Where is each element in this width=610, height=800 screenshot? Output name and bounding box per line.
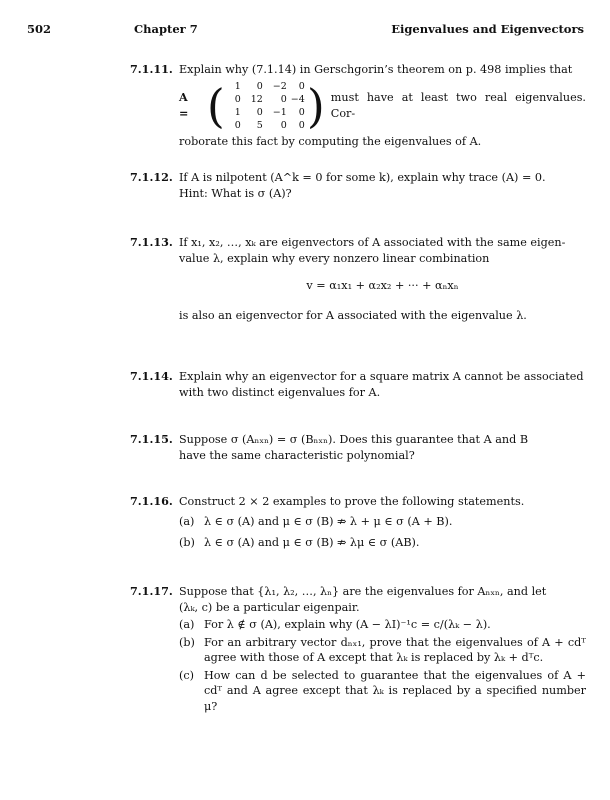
matrix-entry: 1 [234,106,241,118]
exercise-7-1-16 [130,494,586,551]
matrix-entry: 5 [256,119,263,131]
matrix-entry: 0 [280,119,287,131]
exercise-text: with two distinct eigenvalues for A. [179,385,381,399]
exercise-text: have the same characteristic polynomial? [179,448,415,462]
exercise-text: (λₖ, c) be a particular eigenpair. [179,600,360,614]
part-label: (b) [179,635,195,649]
part-text: λ ∈ σ (A) and μ ∈ σ (B) ⇏ λ + μ ∈ σ (A + B). [204,514,453,528]
exercise-text: If x₁, x₂, …, xₖ are eigenvectors of A associated with the same eigen- [179,236,566,249]
exercise-text: If A is nilpotent (A^k = 0 for some k), explain why trace (A) = 0. [179,171,546,184]
page-number: 502 [27,22,52,36]
exercise-text: value λ, explain why every nonzero linear combination [179,251,490,265]
page-header [27,22,584,38]
exercise-7-1-13 [130,235,586,323]
matrix-label: A = [179,90,189,120]
matrix-entry: 0 [298,119,305,131]
exercise-text: Suppose σ (Aₙₓₙ) = σ (Bₙₓₙ). Does this guarantee that A and B [179,433,529,446]
exercise-text: Construct 2 × 2 examples to prove the following statements. [179,495,525,508]
exercise-part [179,535,586,551]
matrix-entry: 1 [234,80,241,92]
exercise-text: must have at least two real eigenvalues. Cor- [330,91,586,120]
exercise-number: 7.1.17. [130,584,173,598]
exercise-number: 7.1.11. [130,62,173,76]
part-label: (c) [179,668,194,682]
exercise-text: is also an eigenvector for A associated with the eigenvalue λ. [179,308,527,322]
exercise-number: 7.1.14. [130,369,173,383]
matrix-line [179,79,586,133]
part-text: For λ ∉ σ (A), explain why (A − λI)⁻¹c = c/(λₖ − λ). [204,618,491,631]
exercise-text: Explain why (7.1.14) in Gerschgorin’s theorem on p. 498 implies that [179,63,573,76]
exercise-7-1-15 [130,432,586,463]
matrix-entry: 0 [298,106,305,118]
exercise-7-1-17 [130,584,586,714]
part-label: (a) [179,618,195,631]
hint-text: Hint: What is σ (A)? [179,186,292,200]
exercise-number: 7.1.15. [130,432,173,446]
exercise-text: Explain why an eigenvector for a square matrix A cannot be associated [179,370,584,383]
exercise-number: 7.1.16. [130,494,173,508]
exercise-7-1-14 [130,369,586,400]
exercise-text: roborate this fact by computing the eigenvalues of A. [179,134,482,148]
exercise-part [179,635,586,666]
part-label: (a) [179,514,195,528]
exercise-text: Suppose that {λ₁, λ₂, …, λₙ} are the eigenvalues for Aₙₓₙ, and let [179,585,547,598]
display-equation: v = α₁x₁ + α₂x₂ + ··· + αₙxₙ [306,279,459,292]
exercise-number: 7.1.13. [130,235,173,249]
matrix-entry: 0 [280,93,287,105]
exercise-part [179,617,586,633]
matrix-entry: 0 [256,80,263,92]
matrix-entry: 0 [256,106,263,118]
matrix-entry: 0 [234,119,241,131]
exercise-7-1-12 [130,170,586,201]
exercise-part [179,668,586,715]
chapter-label: Chapter 7 [134,22,198,36]
exercise-7-1-11 [130,62,586,149]
exercise-part [179,514,586,530]
part-label: (b) [179,536,195,549]
matrix-entry: −4 [290,93,305,105]
matrix-grid [225,79,307,133]
part-text: How can d be selected to guarantee that the eigenvalues of A + cdᵀ and A agree except that λₖ is replaced by a specified number μ? [204,668,586,713]
exercise-number: 7.1.12. [130,170,173,184]
part-text: λ ∈ σ (A) and μ ∈ σ (B) ⇏ λμ ∈ σ (AB). [204,536,420,549]
part-text: For an arbitrary vector dₙₓ₁, prove that the eigenvalues of A + cdᵀ agree with those of A except that λₖ is replaced by λₖ + dᵀc. [204,635,586,664]
matrix-entry: 0 [234,93,241,105]
matrix-entry: 0 [298,80,305,92]
matrix-entry: −1 [272,106,287,118]
matrix-entry: 12 [250,93,263,105]
chapter-title: Eigenvalues and Eigenvectors [391,22,584,36]
matrix-a: ( 1 0 −2 0 0 12 0 −4 1 0 −1 0 0 5 0 0 ) [206,78,325,133]
matrix-entry: −2 [272,80,287,92]
